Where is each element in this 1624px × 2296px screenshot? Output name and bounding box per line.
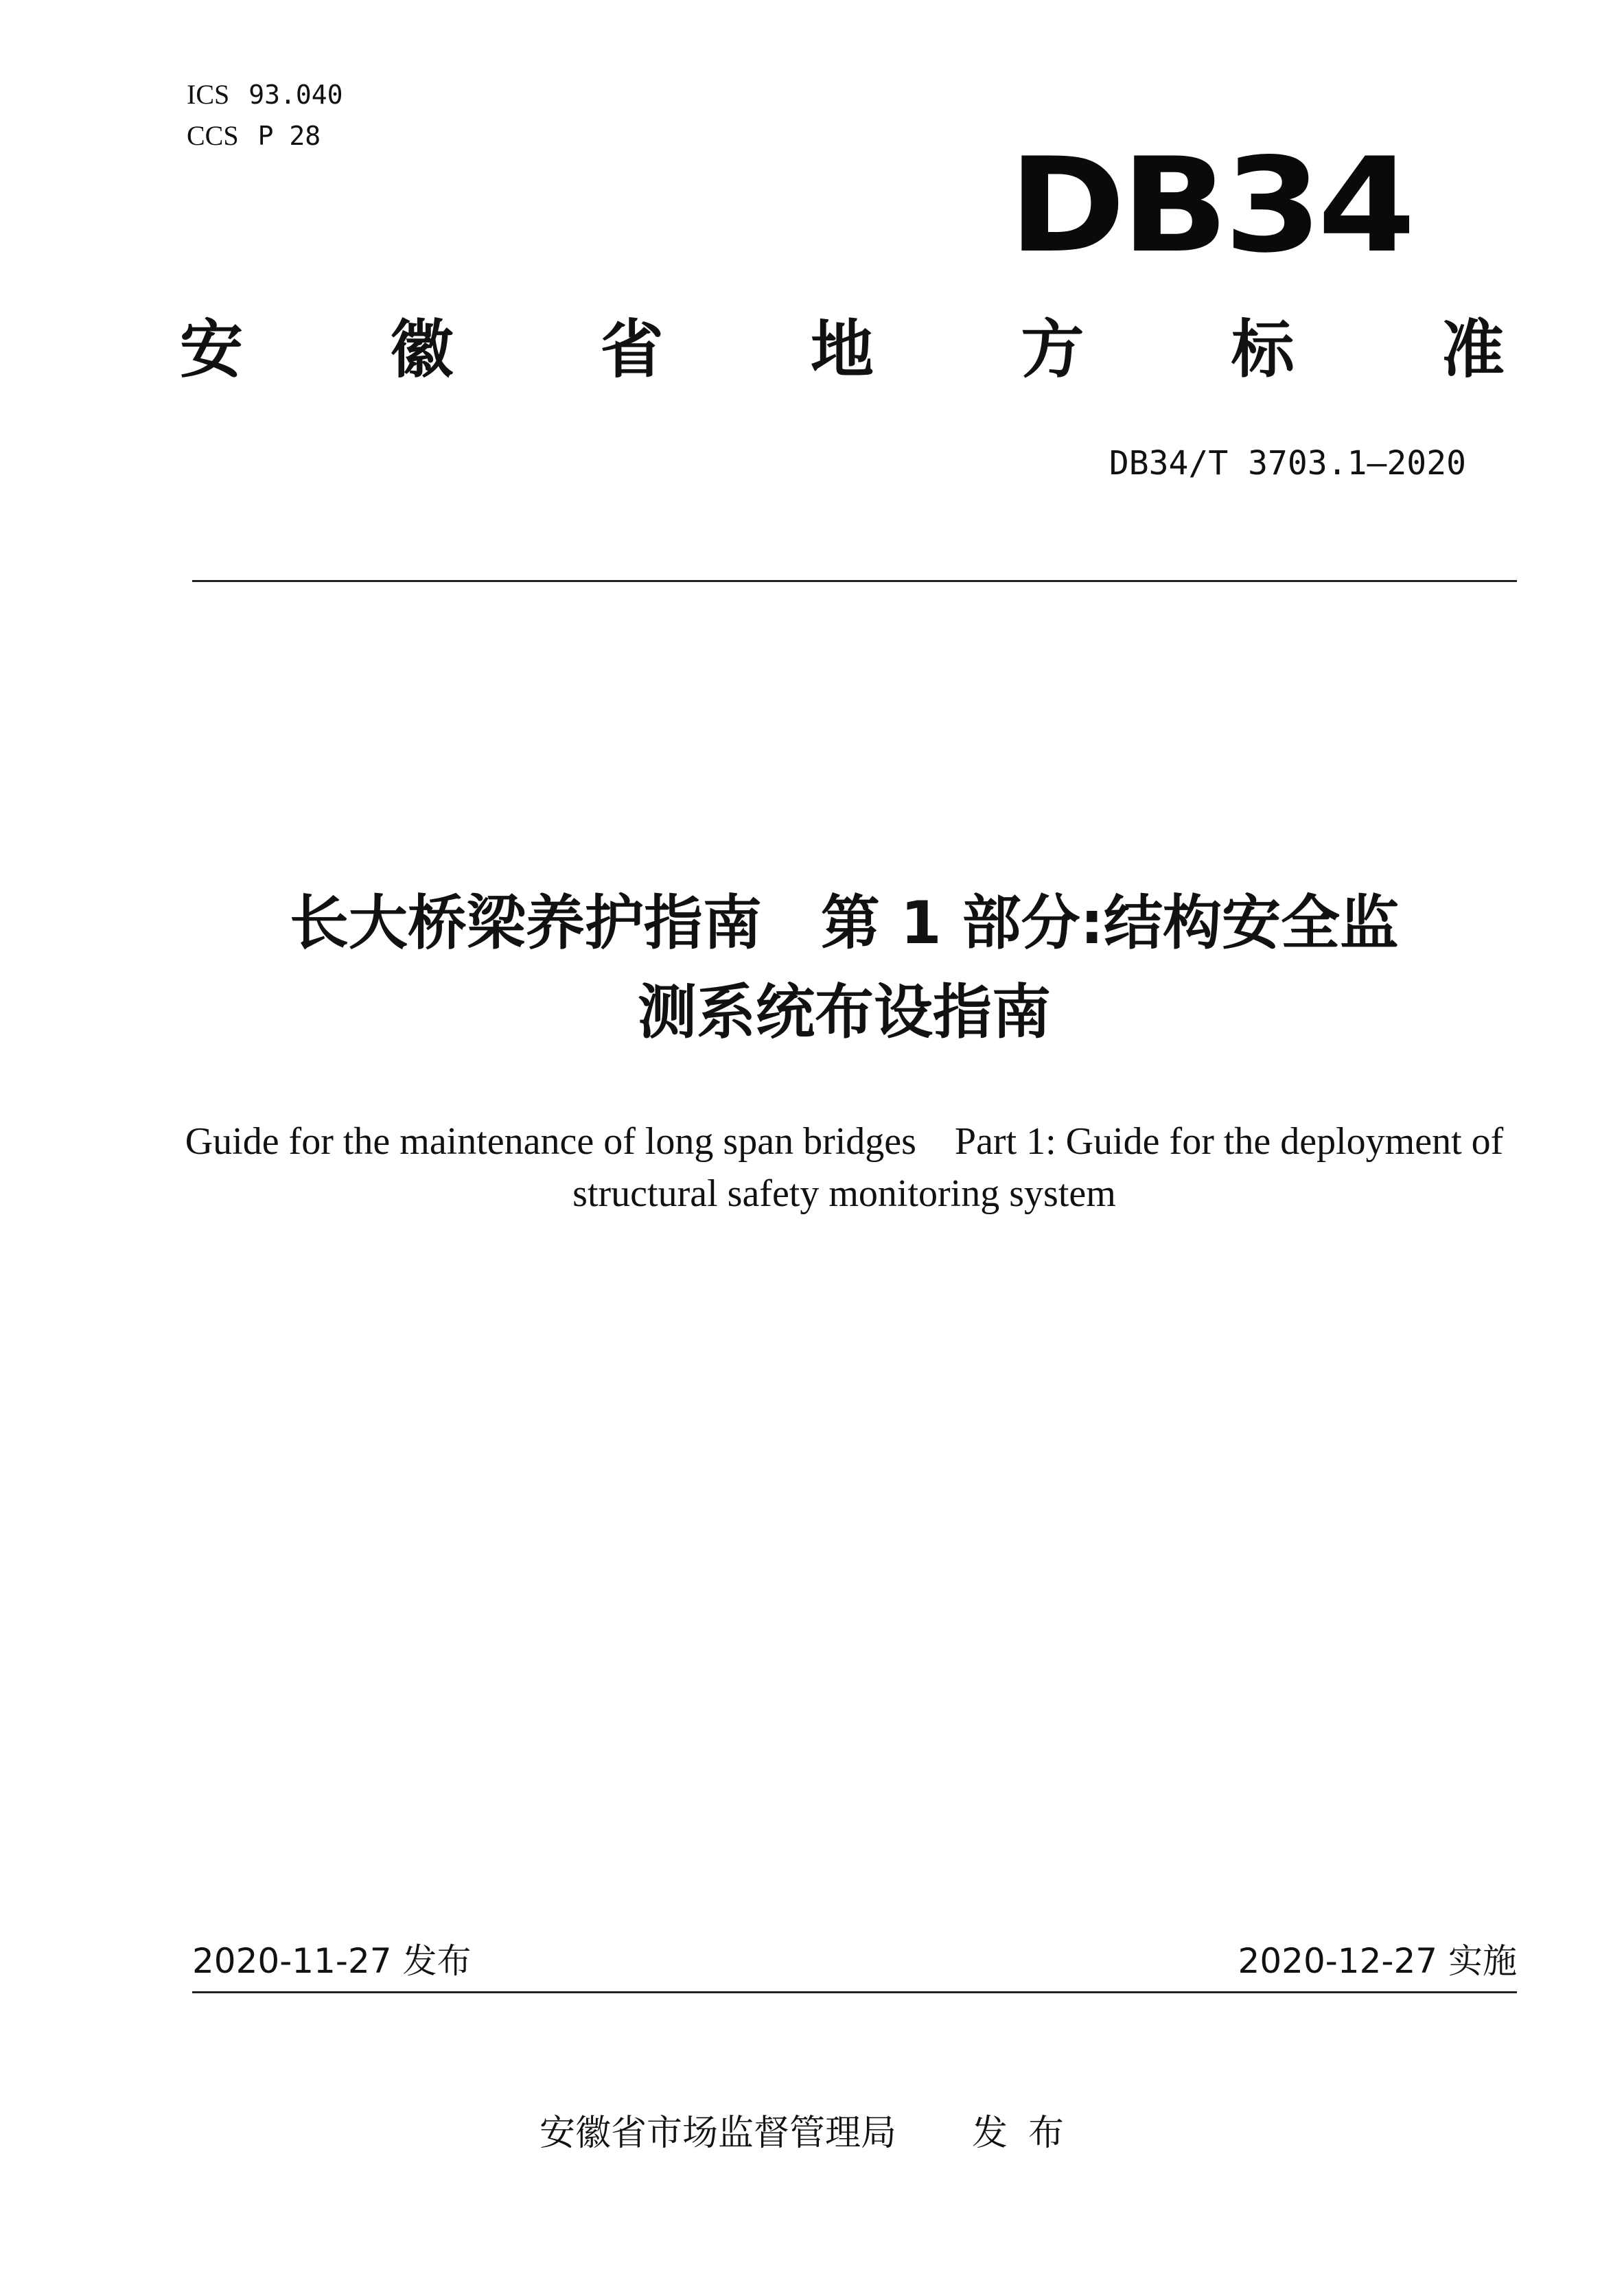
standard-type-char: 省 — [600, 313, 664, 386]
title-chinese-line-1: 长大桥梁养护指南 第 1 部分:结构安全监 — [289, 889, 1400, 958]
top-divider — [192, 580, 1517, 582]
title-chinese-line-2: 测系统布设指南 — [638, 978, 1051, 1047]
publisher-name: 安徽省市场监督管理局 — [539, 2113, 896, 2154]
title-english-line-1: Guide for the maintenance of long span bridges Part 1: Guide for the deployment of — [185, 1120, 1504, 1163]
standard-type-heading — [180, 309, 1505, 391]
title-english — [172, 1115, 1517, 1220]
standard-type-char: 准 — [1441, 313, 1505, 386]
ics-classification — [187, 74, 343, 115]
ics-code: 93.040 — [248, 80, 343, 110]
publisher — [0, 2106, 1624, 2161]
standard-type-char: 徽 — [390, 313, 454, 386]
title-chinese — [172, 879, 1517, 1057]
ccs-classification — [187, 115, 321, 156]
bottom-divider — [192, 1991, 1517, 1993]
publisher-verb: 发布 — [972, 2113, 1085, 2154]
standard-number: DB34/T 3703.1—2020 — [1109, 444, 1466, 483]
standard-type-char: 方 — [1021, 313, 1084, 386]
issue-date: 2020-11-27 发布 — [192, 1941, 472, 1981]
ccs-label: CCS — [187, 120, 239, 151]
standard-type-char: 安 — [180, 313, 244, 386]
standard-type-char: 地 — [810, 313, 874, 386]
title-english-line-2: structural safety monitoring system — [572, 1172, 1116, 1215]
db34-logo: DB34 — [1008, 130, 1411, 281]
implementation-date: 2020-12-27 实施 — [1238, 1941, 1517, 1981]
ccs-code: P 28 — [257, 121, 321, 151]
standard-type-char: 标 — [1231, 313, 1295, 386]
ics-label: ICS — [187, 79, 230, 110]
